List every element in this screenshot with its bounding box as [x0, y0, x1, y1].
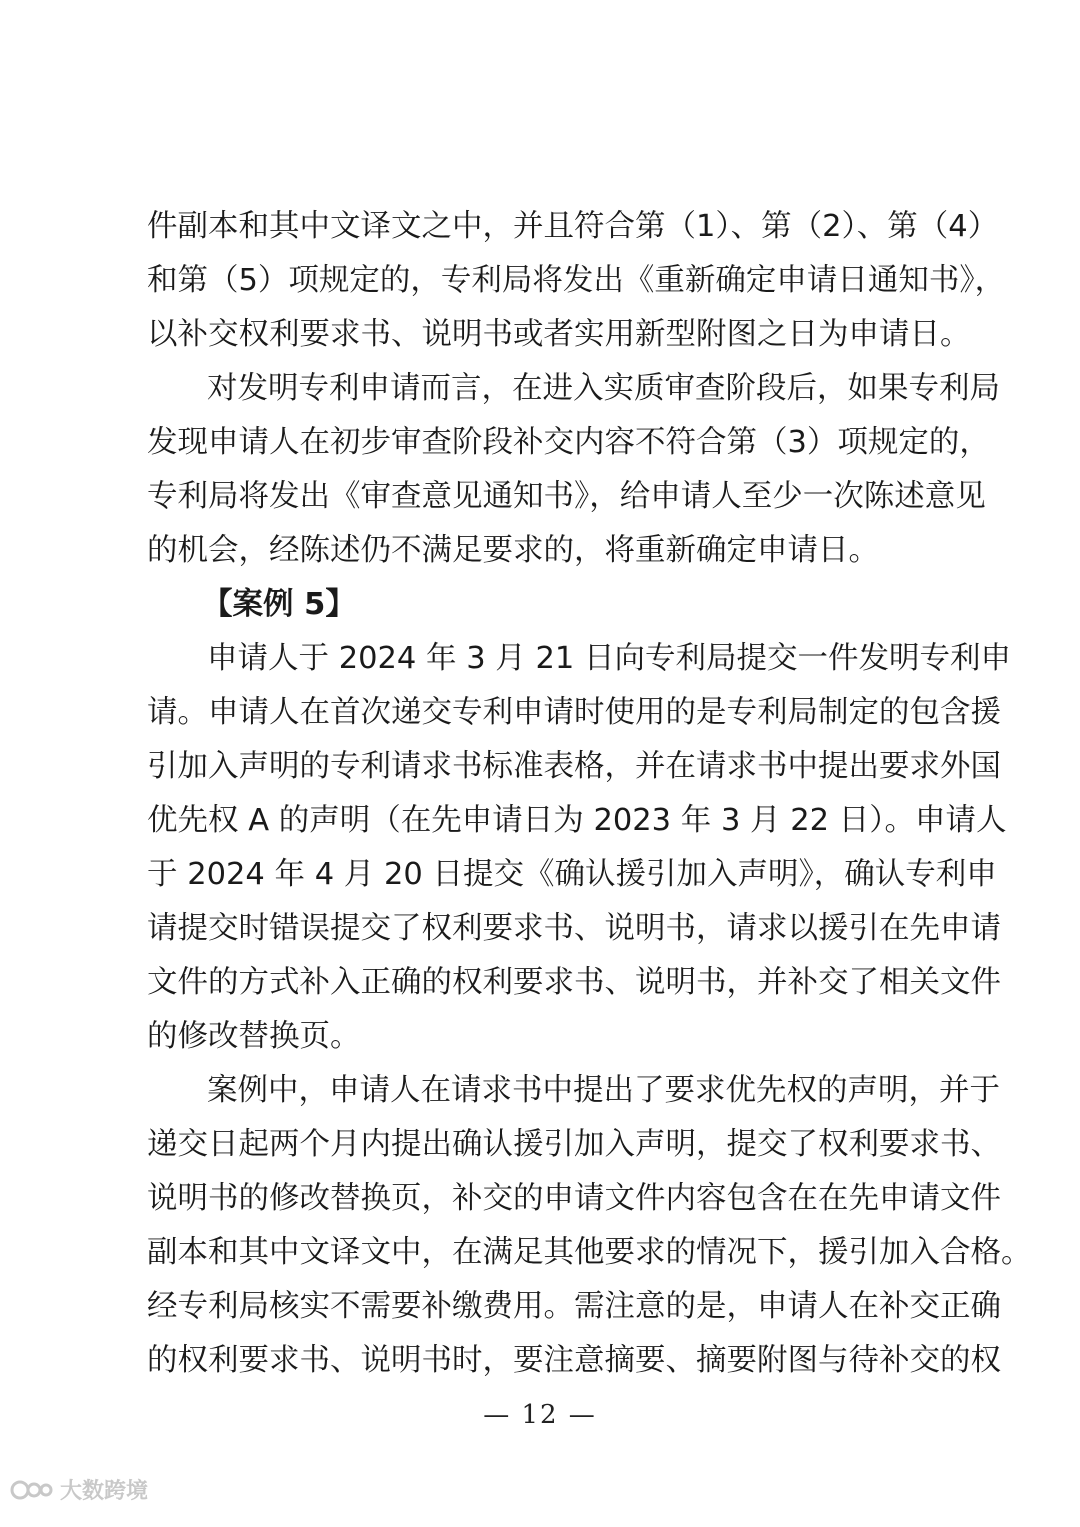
text-line: 的机会，经陈述仍不满足要求的，将重新确定申请日。 [147, 533, 879, 568]
section-heading: 【案例 5】 [202, 587, 356, 622]
text-line: 递交日起两个月内提出确认援引加入声明，提交了权利要求书、 [147, 1127, 1001, 1162]
text-line: 申请人于 2024 年 3 月 21 日向专利局提交一件发明专利申 [207, 641, 1012, 676]
text-line: 案例中，申请人在请求书中提出了要求优先权的声明，并于 [207, 1073, 1000, 1108]
page-number: — 12 — [483, 1400, 597, 1430]
watermark [10, 1474, 148, 1505]
body-text [147, 200, 1032, 1388]
text-line: 请提交时错误提交了权利要求书、说明书，请求以援引在先申请 [147, 911, 1001, 946]
text-line: 件副本和其中文译文之中，并且符合第（1）、第（2）、第（4） [147, 209, 999, 244]
text-line: 副本和其中文译文中，在满足其他要求的情况下，援引加入合格。 [147, 1235, 1032, 1270]
text-line: 于 2024 年 4 月 20 日提交《确认援引加入声明》，确认专利申 [147, 857, 997, 892]
text-line: 以补交权利要求书、说明书或者实用新型附图之日为申请日。 [147, 317, 971, 352]
text-line: 经专利局核实不需要补缴费用。需注意的是，申请人在补交正确 [147, 1289, 1001, 1324]
brand-logo-icon [10, 1475, 54, 1505]
text-line: 优先权 A 的声明（在先申请日为 2023 年 3 月 22 日）。申请人 [147, 803, 1007, 838]
text-line: 的修改替换页。 [147, 1019, 361, 1054]
text-line: 和第（5）项规定的，专利局将发出《重新确定申请日通知书》， [147, 263, 1006, 298]
text-line: 文件的方式补入正确的权利要求书、说明书，并补交了相关文件 [147, 965, 1001, 1000]
text-line: 发现申请人在初步审查阶段补交内容不符合第（3）项规定的， [147, 425, 990, 460]
text-line: 引加入声明的专利请求书标准表格，并在请求书中提出要求外国 [147, 749, 1001, 784]
text-line: 请。申请人在首次递交专利申请时使用的是专利局制定的包含援 [147, 695, 1001, 730]
watermark-text: 大数跨境 [60, 1479, 149, 1504]
text-line: 专利局将发出《审查意见通知书》，给申请人至少一次陈述意见 [147, 479, 986, 514]
text-line: 的权利要求书、说明书时，要注意摘要、摘要附图与待补交的权 [147, 1343, 1001, 1378]
text-line: 说明书的修改替换页，补交的申请文件内容包含在在先申请文件 [147, 1181, 1001, 1216]
text-line: 对发明专利申请而言，在进入实质审查阶段后，如果专利局 [207, 371, 1000, 406]
